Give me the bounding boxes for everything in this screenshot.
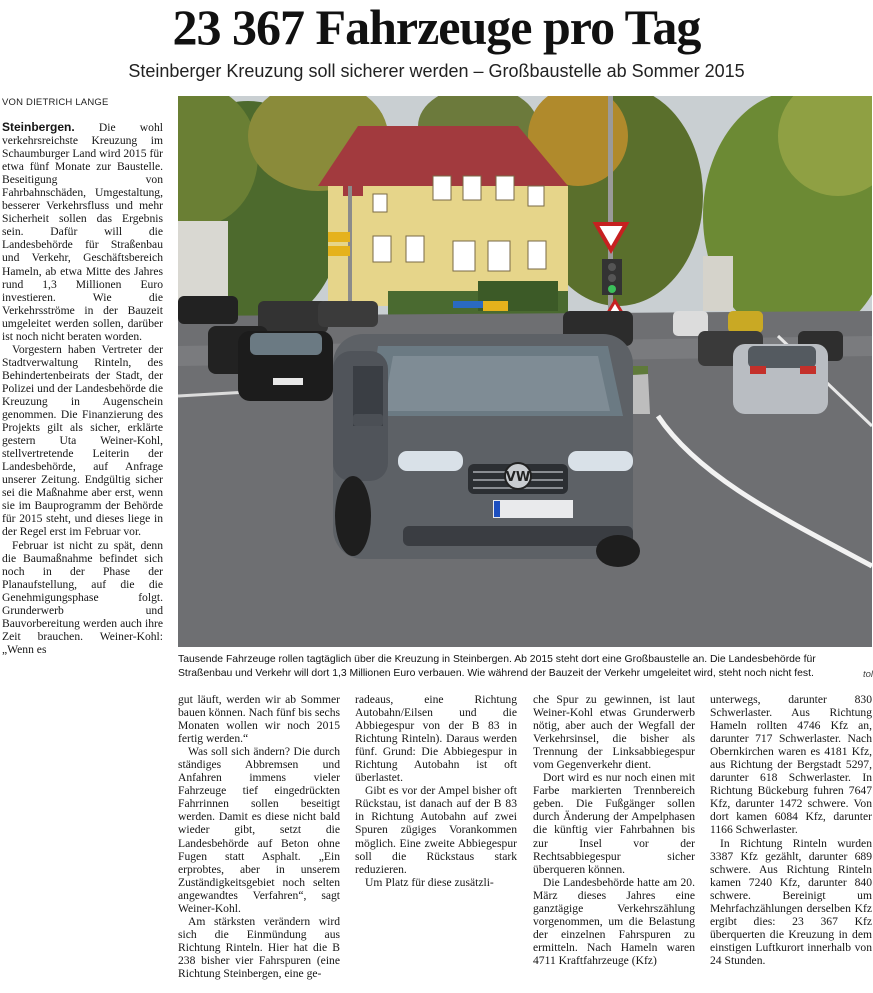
photo-caption: Tausende Fahrzeuge rollen tagtäglich über die Kreuzung in Steinbergen. Ab 2015 steht dort eine Großbaustelle an. Die Landesbehörde für Straßenbau und Verkehr will dort 1,3 Millionen Euro verbauen. Wie während der Bauzeit der Verkehr umgeleitet wird, steht noch nicht fest. [178, 654, 816, 679]
subheadline: Steinberger Kreuzung soll sicherer werden – Großbaustelle ab Sommer 2015 [128, 61, 745, 81]
article-column-4 [533, 693, 695, 967]
paragraph: Was soll sich ändern? Die durch ständiges Abbremsen und Anfahren immens vieler Fahrzeuge tief eingedrückten Fahrrinnen sollen beseitigt werden. Damit es diese nicht bald wieder gibt, setzt die Landesbehörde auf Beton ohne Fugen statt Asphalt. „Ein erprobtes, aber in unserem Zuständigkeitsgebiet noch selten angewandtes Verfahren“, sagt Weiner-Kohl. [178, 745, 340, 915]
intersection-photo [178, 96, 872, 647]
article-column-1 [2, 121, 163, 656]
byline: VON DIETRICH LANGE [2, 97, 109, 108]
paragraph: Dort wird es nur noch einen mit Farbe markierten Trennbereich geben. Die Fußgänger sollen durch Änderung der Ampelphasen die künftig vier Fahrbahnen bis zur Insel vor der Rechtsabbiegespur sicher überqueren können. [533, 771, 695, 876]
paragraph: Gibt es vor der Ampel bisher oft Rückstau, ist danach auf der B 83 in Richtung Autobahn auf zwei Spuren zügiges Vorankommen möglich. Eine zweite Abbiegespur soll die Rückstaus stark reduzieren. [355, 784, 517, 876]
dateline: Steinbergen. [2, 120, 75, 134]
article-column-3 [355, 693, 517, 889]
paragraph: Vorgestern haben Vertreter der Stadtverwaltung Rinteln, des Behindertenbeirats der Stadt, der Polizei und der Landesbehörde die Kreuzung in Augenschein genommen. Die Finanzierung des Projekts gilt als sicher, erklärte gestern Uta Weiner-Kohl, stellvertretende Leiterin der Landesbehörde, auf Anfrage unserer Zeitung. Endgültig sicher sei die Maßnahme aber erst, wenn sie im Bauprogramm der Behörde für 2015 steht, und dieses liege in der Regel erst im Februar vor. [2, 342, 163, 539]
paragraph: Februar ist nicht zu spät, denn die Baumaßnahme befindet sich noch in der Phase der Planaufstellung, auf die die Genehmigungsphase folgt. Grunderwerb und Bauvorbereitung werden auch ihre Zeit brauchen. Weiner-Kohl: „Wenn es [2, 538, 163, 656]
photo-credit: tol [862, 669, 873, 680]
article-photo [178, 96, 872, 647]
vw-touran [333, 334, 640, 567]
article-column-2 [178, 693, 340, 980]
paragraph [2, 121, 163, 343]
paragraph: Die Landesbehörde hatte am 20. März dieses Jahres eine ganztägige Verkehrszählung vorgenommen, um die Belastung der einzelnen Fahrspuren zu ermitteln. Nach Hameln waren 4711 Kraftfahrzeuge (Kfz) [533, 875, 695, 967]
paragraph: Um Platz für diese zusätzli- [365, 875, 494, 889]
paragraph-text: Die wohl verkehrsreichste Kreuzung im Schaumburger Land wird 2015 für etwa fünf Monate zur Baustelle. Beseitigung von Fahrbahnschäden, Umgestaltung, besserer Verkehrsfluss und mehr Sicherheit sollen das Ergebnis sein. Dafür will die Landesbehörde für Straßenbau und Verkehr, Geschäftsbereich Hameln, ab etwa Mitte des Jahres rund 1,3 Millionen Euro investieren. Wie die Verkehrsströme in der Bauzeit umgeleitet werden sollen, darüber ist noch nicht beraten worden. [2, 121, 163, 343]
paragraph: radeaus, eine Richtung Autobahn/Eilsen und die Abbiegespur von der B 83 in Richtung Rinteln). Daraus werden fünf. Grund: Die Abbiegespur in Richtung Autobahn ist oft überlastet. [355, 693, 517, 785]
vw-badge: VW [505, 470, 531, 485]
article-column-5 [710, 693, 872, 967]
paragraph: In Richtung Rinteln wurden 3387 Kfz gezählt, darunter 689 schwere. Aus Richtung Rinteln kamen 7240 Kfz, darunter 840 schwere. Bereinigt um Mehrfachzählungen derselben Kfz ergibt dies: 23 367 Kfz überquerten die Kreuzung in dem einstigen Luftkurort innerhalb von 24 Stunden. [710, 836, 872, 967]
paragraph: gut läuft, werden wir ab Sommer bauen können. Nach fünf bis sechs Monaten wollen wir noch 2015 fertig werden.“ [178, 693, 340, 746]
paragraph: che Spur zu gewinnen, ist laut Weiner-Kohl etwas Grunderwerb nötig, aber auch der Wegfall der Verkehrsinsel, die bisher als Trennung der Linksabbiegespur vom Gegenverkehr dient. [533, 693, 695, 772]
paragraph: unterwegs, darunter 830 Schwerlaster. Aus Richtung Hameln rollten 4746 Kfz an, darunter 717 Schwerlaster. Nach Obernkirchen waren es 4181 Kfz, aus Richtung der Bergstadt 5297, darunter 618 Schwerlaster. In Richtung Bückeburg fuhren 7647 Kfz, darunter 1472 schwere. Von dort kamen 6084 Kfz, darunter 1166 Schwerlaster. [710, 693, 872, 837]
paragraph: Am stärksten verändern wird sich die Einmündung aus Richtung Rinteln. Hier hat die B 238 bisher vier Fahrspuren (eine Richtung Steinbergen, eine ge- [178, 914, 340, 980]
headline: 23 367 Fahrzeuge pro Tag [172, 0, 701, 55]
